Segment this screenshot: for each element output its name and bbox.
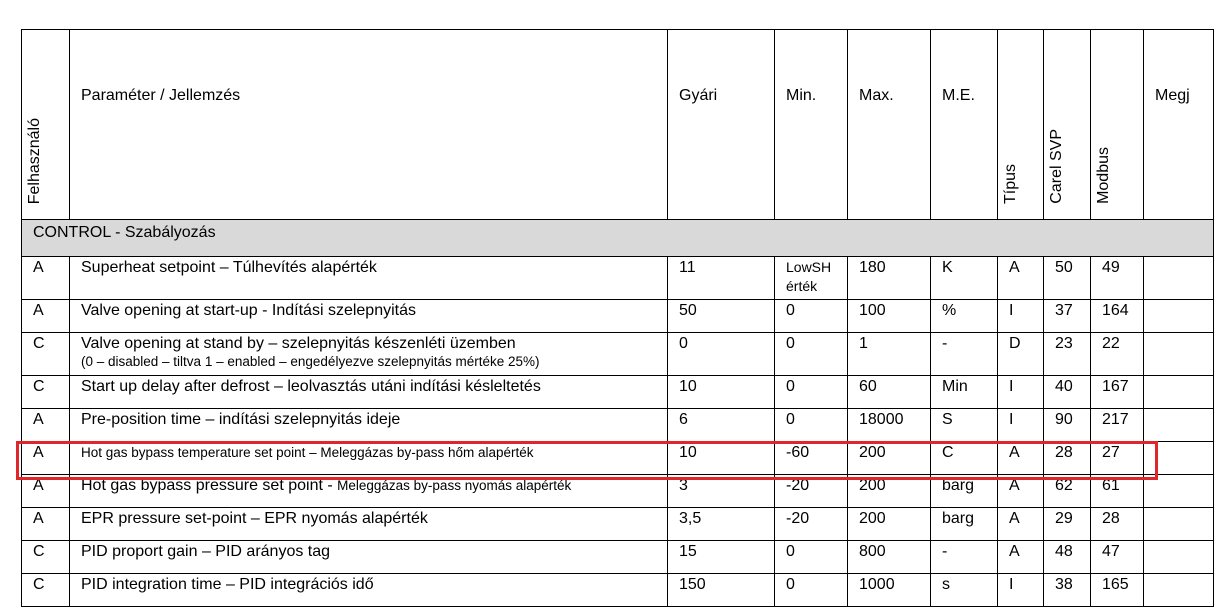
- cell-type: I: [998, 300, 1044, 333]
- cell-user: C: [22, 541, 70, 574]
- cell-modbus: 165: [1091, 574, 1144, 607]
- cell-note: [1144, 376, 1214, 409]
- cell-max: 100: [848, 300, 931, 333]
- cell-type: I: [998, 409, 1044, 442]
- cell-min: 0: [775, 574, 848, 607]
- cell-param: [70, 475, 668, 508]
- cell-user: A: [22, 442, 70, 475]
- cell-param: [70, 541, 668, 574]
- cell-unit: C: [931, 442, 998, 475]
- header-max: Max.: [848, 30, 931, 220]
- cell-carel-svp: 50: [1044, 257, 1091, 300]
- header-default: Gyári: [668, 30, 775, 220]
- cell-unit: S: [931, 409, 998, 442]
- param-english: Hot gas bypass pressure set point -: [81, 477, 338, 494]
- cell-carel-svp: 90: [1044, 409, 1091, 442]
- cell-type: A: [998, 257, 1044, 300]
- cell-max: 200: [848, 508, 931, 541]
- table-row: [22, 574, 1214, 607]
- cell-type: D: [998, 333, 1044, 376]
- cell-note: [1144, 508, 1214, 541]
- cell-carel-svp: 29: [1044, 508, 1091, 541]
- cell-modbus: 61: [1091, 475, 1144, 508]
- param-english: Valve opening at start-up -: [81, 302, 272, 319]
- header-note: Megj: [1144, 30, 1214, 220]
- cell-modbus: 49: [1091, 257, 1144, 300]
- param-english: Valve opening at stand by –: [81, 335, 282, 352]
- cell-unit: K: [931, 257, 998, 300]
- param-english: Start up delay after defrost –: [81, 378, 288, 395]
- cell-note: [1144, 257, 1214, 300]
- cell-unit: barg: [931, 475, 998, 508]
- param-english: PID proport gain –: [81, 543, 216, 560]
- param-hungarian: PID integrációs idő: [239, 576, 374, 593]
- cell-param: [70, 257, 668, 300]
- param-hungarian: Meleggázas by-pass nyomás alapérték: [337, 478, 572, 493]
- cell-default: 15: [668, 541, 775, 574]
- cell-modbus: 22: [1091, 333, 1144, 376]
- cell-param: [70, 442, 668, 475]
- cell-carel-svp: 37: [1044, 300, 1091, 333]
- cell-unit: s: [931, 574, 998, 607]
- cell-type: I: [998, 574, 1044, 607]
- param-english: Superheat setpoint –: [81, 259, 233, 276]
- cell-carel-svp: 62: [1044, 475, 1091, 508]
- cell-modbus: 47: [1091, 541, 1144, 574]
- cell-min: 0: [775, 300, 848, 333]
- cell-type: A: [998, 541, 1044, 574]
- cell-default: 10: [668, 442, 775, 475]
- cell-param: [70, 574, 668, 607]
- cell-min: 0: [775, 376, 848, 409]
- cell-param: [70, 508, 668, 541]
- cell-max: 1: [848, 333, 931, 376]
- table-row: [22, 442, 1214, 475]
- table-row: [22, 376, 1214, 409]
- param-hungarian: PID arányos tag: [215, 543, 331, 560]
- cell-max: 18000: [848, 409, 931, 442]
- param-hungarian: EPR nyomás alapérték: [264, 510, 428, 527]
- cell-user: A: [22, 409, 70, 442]
- cell-modbus: 164: [1091, 300, 1144, 333]
- cell-default: 6: [668, 409, 775, 442]
- header-type: Típus: [998, 30, 1044, 220]
- cell-note: [1144, 574, 1214, 607]
- cell-modbus: 167: [1091, 376, 1144, 409]
- cell-min: -20: [775, 475, 848, 508]
- header-unit: M.E.: [931, 30, 998, 220]
- param-hungarian: leolvasztás utáni indítási késleltetés: [287, 378, 541, 395]
- cell-default: 3: [668, 475, 775, 508]
- cell-carel-svp: 40: [1044, 376, 1091, 409]
- cell-user: A: [22, 300, 70, 333]
- cell-user: A: [22, 257, 70, 300]
- param-hungarian: Indítási szelepnyitás: [271, 302, 416, 319]
- cell-min: LowSH érték: [775, 257, 848, 300]
- param-english: Pre-position time –: [81, 411, 219, 428]
- header-user: Felhasználó: [22, 30, 70, 220]
- header-param: Paraméter / Jellemzés: [70, 30, 668, 220]
- cell-note: [1144, 442, 1214, 475]
- param-hungarian: szelepnyitás készenléti üzemben: [281, 335, 516, 352]
- cell-min: -20: [775, 508, 848, 541]
- cell-default: 10: [668, 376, 775, 409]
- header-carel-svp: Carel SVP: [1044, 30, 1091, 220]
- section-row: [22, 220, 1214, 257]
- cell-min: 0: [775, 409, 848, 442]
- cell-max: 200: [848, 475, 931, 508]
- parameter-table: [21, 29, 1214, 607]
- cell-type: A: [998, 442, 1044, 475]
- table-header-row: [22, 30, 1214, 220]
- cell-user: A: [22, 475, 70, 508]
- table-row: [22, 475, 1214, 508]
- cell-max: 800: [848, 541, 931, 574]
- cell-param: [70, 333, 668, 376]
- param-hungarian: Túlhevítés alapérték: [232, 259, 377, 276]
- cell-carel-svp: 23: [1044, 333, 1091, 376]
- param-hungarian: Meleggázas by-pass hőm alapérték: [320, 445, 534, 460]
- cell-note: [1144, 541, 1214, 574]
- cell-user: C: [22, 333, 70, 376]
- cell-unit: %: [931, 300, 998, 333]
- cell-user: C: [22, 574, 70, 607]
- cell-type: A: [998, 475, 1044, 508]
- table-row: [22, 333, 1214, 376]
- section-title: CONTROL - Szabályozás: [22, 220, 1214, 257]
- table-row: [22, 541, 1214, 574]
- table-row: [22, 409, 1214, 442]
- param-note: (0 – disabled – tiltva 1 – enabled – engedélyezve szelepnyitás mértéke 25%): [81, 354, 540, 369]
- table-row: [22, 508, 1214, 541]
- cell-default: 150: [668, 574, 775, 607]
- cell-carel-svp: 38: [1044, 574, 1091, 607]
- param-english: PID integration time –: [81, 576, 240, 593]
- cell-param: [70, 376, 668, 409]
- cell-unit: barg: [931, 508, 998, 541]
- cell-unit: -: [931, 333, 998, 376]
- cell-note: [1144, 300, 1214, 333]
- cell-carel-svp: 28: [1044, 442, 1091, 475]
- cell-unit: -: [931, 541, 998, 574]
- cell-min: 0: [775, 333, 848, 376]
- param-english: EPR pressure set-point –: [81, 510, 265, 527]
- cell-carel-svp: 48: [1044, 541, 1091, 574]
- cell-param: [70, 409, 668, 442]
- param-english: Hot gas bypass temperature set point –: [81, 445, 321, 460]
- cell-default: 3,5: [668, 508, 775, 541]
- cell-user: A: [22, 508, 70, 541]
- cell-min: -60: [775, 442, 848, 475]
- cell-note: [1144, 409, 1214, 442]
- table-row: [22, 300, 1214, 333]
- table-row: [22, 257, 1214, 300]
- cell-modbus: 217: [1091, 409, 1144, 442]
- cell-default: 11: [668, 257, 775, 300]
- cell-max: 180: [848, 257, 931, 300]
- cell-default: 50: [668, 300, 775, 333]
- cell-type: I: [998, 376, 1044, 409]
- cell-default: 0: [668, 333, 775, 376]
- cell-max: 200: [848, 442, 931, 475]
- cell-modbus: 27: [1091, 442, 1144, 475]
- cell-user: C: [22, 376, 70, 409]
- cell-min: 0: [775, 541, 848, 574]
- table-body: [22, 257, 1214, 607]
- header-modbus: Modbus: [1091, 30, 1144, 220]
- header-min: Min.: [775, 30, 848, 220]
- cell-note: [1144, 475, 1214, 508]
- cell-unit: Min: [931, 376, 998, 409]
- param-hungarian: indítási szelepnyitás ideje: [218, 411, 401, 428]
- cell-note: [1144, 333, 1214, 376]
- cell-max: 1000: [848, 574, 931, 607]
- cell-max: 60: [848, 376, 931, 409]
- cell-param: [70, 300, 668, 333]
- cell-type: A: [998, 508, 1044, 541]
- cell-modbus: 28: [1091, 508, 1144, 541]
